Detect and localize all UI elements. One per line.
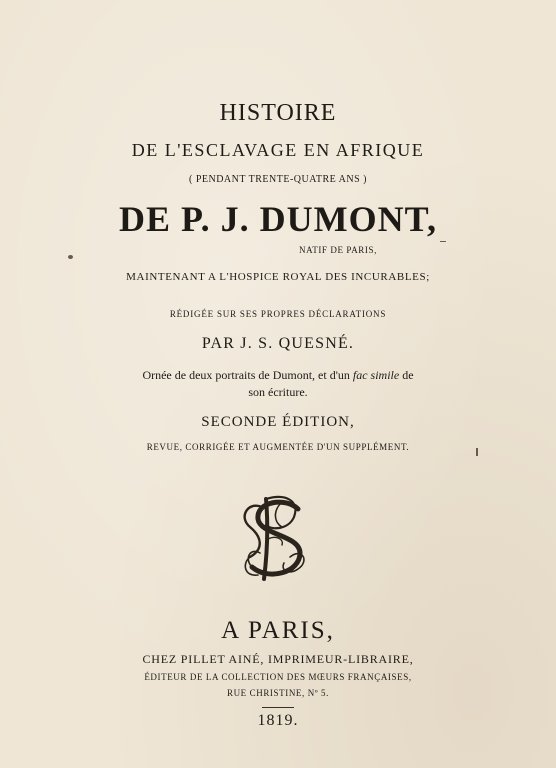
illustration-note-post: de xyxy=(399,368,414,382)
imprint-publisher: CHEZ PILLET AINÉ, IMPRIMEUR-LIBRAIRE, xyxy=(142,652,414,666)
paper-speck xyxy=(440,241,446,242)
author-origin: NATIF DE PARIS, xyxy=(299,245,377,255)
divider-rule xyxy=(262,707,294,708)
edition-note: REVUE, CORRIGÉE ET AUGMENTÉE D'UN SUPPLÉMENT. xyxy=(146,442,410,452)
illustration-note-cont: son écriture. xyxy=(248,385,308,399)
illustration-note xyxy=(0,368,556,383)
redaction-note: RÉDIGÉE SUR SES PROPRES DÉCLARATIONS xyxy=(169,309,387,319)
edition-label: SECONDE ÉDITION, xyxy=(201,414,355,430)
subtitle-duration: ( PENDANT TRENTE-QUATRE ANS ) xyxy=(188,174,367,185)
illustration-note-pre: Ornée de deux portraits de Dumont, et d'un xyxy=(142,368,353,382)
author-name: DE P. J. DUMONT, xyxy=(118,199,437,239)
imprint-year: 1819. xyxy=(257,712,299,729)
author-residence: MAINTENANT A L'HOSPICE ROYAL DES INCURABLES; xyxy=(126,271,430,283)
imprint-editeur: ÉDITEUR DE LA COLLECTION DES MŒURS FRANÇAISES, xyxy=(144,672,412,682)
editor-credit: PAR J. S. QUESNÉ. xyxy=(201,335,355,352)
title-histoire: HISTOIRE xyxy=(219,100,337,126)
paper-speck xyxy=(476,448,478,456)
imprint-address: RUE CHRISTINE, Nº 5. xyxy=(226,688,330,698)
imprint-city: A PARIS, xyxy=(221,617,335,644)
illustration-note-italic: fac simile xyxy=(352,368,400,382)
ps-monogram-icon xyxy=(228,487,328,587)
title-esclavage: DE L'ESCLAVAGE EN AFRIQUE xyxy=(131,140,425,160)
paper-speck xyxy=(68,255,73,259)
